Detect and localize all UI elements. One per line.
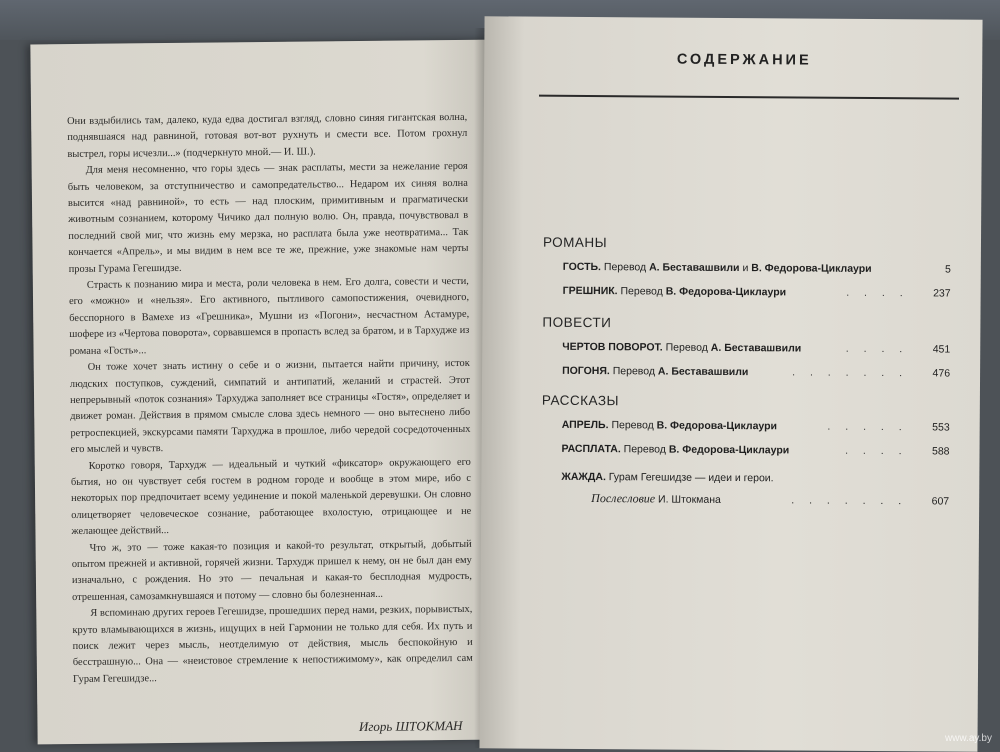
page-number: 237 (917, 287, 951, 299)
page-number: 476 (916, 367, 950, 379)
entry-title: АПРЕЛЬ. (562, 419, 609, 431)
toc-entry (563, 261, 951, 276)
entry-translator: А. Беставашвили (649, 261, 740, 274)
entry-title: ГРЕШНИК. (563, 285, 618, 297)
paragraph: Они вздыбились там, далеко, куда едва достигал взгляд, словно синяя гигантская волна, поднявшаяся над равниной, готовая вот-вот рухнуть и смести все. Потом грохнул выстрел, горы исчезли...» (подчеркнуто мной.— И. Ш.). (67, 110, 467, 163)
paragraph: Он тоже хочет знать истину о себе и о жизни, пытается найти причину, исток людских поступков, суждений, симпатий и антипатий, желаний и страстей. Этот непрерывный «поток сознания» Тархуджа заполняет все страницы «Гостя», определяет и движет роман. Действия в прямом смысле слова здесь немного — оно вытеснено либо ретроспекцией, экскурсами памяти Тархуджа в прошлое, либо чередой сосредоточенных его мыслей и чувств. (70, 356, 471, 459)
toc-entry (561, 471, 949, 486)
right-page (479, 16, 982, 751)
entry-prefix: Перевод (611, 419, 653, 431)
entry-prefix: Перевод (620, 285, 662, 297)
entry-title: ПОГОНЯ. (562, 365, 610, 377)
paragraph: Я вспоминаю других героев Гегешидзе, прошедших перед нами, резких, порывистых, круто вламывающихся в жизнь, ищущих в ней Гармонии не только для себя. Их путь и поиск лежит через мысль, неотделимую от действия, мысль беспокойную и бесстрашную... Она — «неистовое стремление к непостижимому», как определил сам Гурам Гегешидзе... (72, 602, 473, 688)
afterword-label: Послесловие (591, 491, 655, 506)
section-heading: ПОВЕСТИ (542, 315, 611, 330)
leader-dots: . . . . . . . (721, 494, 915, 507)
paragraph: Коротко говоря, Тархудж — идеальный и чуткий «фиксатор» окружающего его бытия, но он чувствует себя гостем в родном городе и вообще в этом мире, ибо с некоторых пор предпочитает всему уединение и покой маленькой деревушки. Он словно олицетворяет человеческое сознание, работающее вхолостую, отрицающее и не желающее действий... (71, 454, 472, 540)
leader-dots: . . . . (789, 444, 915, 457)
afterword-text (67, 110, 473, 688)
toc-entry (562, 365, 950, 380)
entry-prefix: Перевод (613, 365, 655, 377)
entry-subtitle: Гурам Гегешидзе — идеи и герои. (609, 471, 774, 484)
toc-entry (562, 419, 950, 434)
toc-entry (562, 341, 950, 356)
author-signature: Игорь ШТОКМАН (312, 718, 462, 736)
title-rule (539, 95, 959, 100)
watermark: www.ay.by (945, 733, 992, 744)
page-number: 553 (916, 421, 950, 433)
entry-translator: В. Федорова-Циклаури (669, 444, 789, 457)
open-book (22, 18, 980, 750)
entry-translator: В. Федорова-Циклаури (666, 286, 786, 299)
paragraph: Страсть к познанию мира и места, роли человека в нем. Его долга, совести и чести, его «можно» и «нельзя». Его активного, пытливого самопостижения, очевидного, бесспорного в Вамехе из «Грешника», Мушни из «Погони», несчастном Астамуре, шофере из «Чертова поворота», сорвавшемся в пропасть вслед за братом, и в Тархудже из романа «Гость»... (69, 274, 470, 360)
page-title: СОДЕРЖАНИЕ (624, 51, 864, 69)
entry-translator: А. Беставашвили (658, 365, 749, 378)
entry-title: РАСПЛАТА. (562, 443, 621, 455)
entry-joiner: и (742, 262, 748, 274)
page-number: 588 (915, 445, 949, 457)
entry-prefix: Перевод (604, 261, 646, 273)
entry-title: ЖАЖДА. (561, 471, 606, 483)
entry-translator: В. Федорова-Циклаури (657, 419, 777, 432)
entry-title: ЧЕРТОВ ПОВОРОТ. (562, 341, 663, 354)
entry-title: ГОСТЬ. (563, 261, 601, 273)
entry-translator: В. Федорова-Циклаури (751, 262, 871, 275)
page-number: 607 (915, 495, 949, 507)
leader-dots: . . . . (801, 342, 916, 355)
entry-prefix: Перевод (624, 443, 666, 455)
toc-subentry (591, 491, 949, 508)
entry-prefix: Перевод (666, 342, 708, 354)
afterword-author: И. Штокмана (658, 493, 721, 505)
entry-translator: А. Беставашвили (711, 342, 802, 355)
section-heading: РОМАНЫ (543, 235, 607, 250)
page-number: 5 (917, 263, 951, 275)
left-page (30, 40, 499, 745)
toc-entry (562, 443, 950, 458)
leader-dots: . . . . (786, 286, 917, 299)
paragraph: Для меня несомненно, что горы здесь — знак расплаты, мести за нежелание героя быть человеком, за отступничество и самопредательство... Недаром их синяя волна высится «над равниной», то есть — над плоским, примитивным и прагматически животным сознанием, которому Чичико дал полную волю. Он, правда, почувствовал в последний свой миг, что жизнь ему мерзка, но расплата была уже неотвратима... Так кончается «Апрель», и мы видим в нем все те же, прежние, уже знакомые нам черты прозы Гурама Гегешидзе. (68, 159, 469, 278)
section-heading: РАССКАЗЫ (542, 393, 619, 409)
paragraph: Что ж, это — тоже какая-то позиция и какой-то результат, открытый, добытый опытом прежней и активной, горячей жизни. Тархудж пришел к нему, он не был дан ему изначально, с рождения. Но это — печальная и какая-то бесплодная мудрость, отрешенная, самозамкнувшаяся и потому — словно бы болезненная... (72, 536, 473, 606)
page-number: 451 (916, 343, 950, 355)
leader-dots: . . . . . . . (748, 366, 916, 379)
toc-entry (563, 285, 951, 300)
leader-dots: . . . . . (777, 420, 916, 433)
